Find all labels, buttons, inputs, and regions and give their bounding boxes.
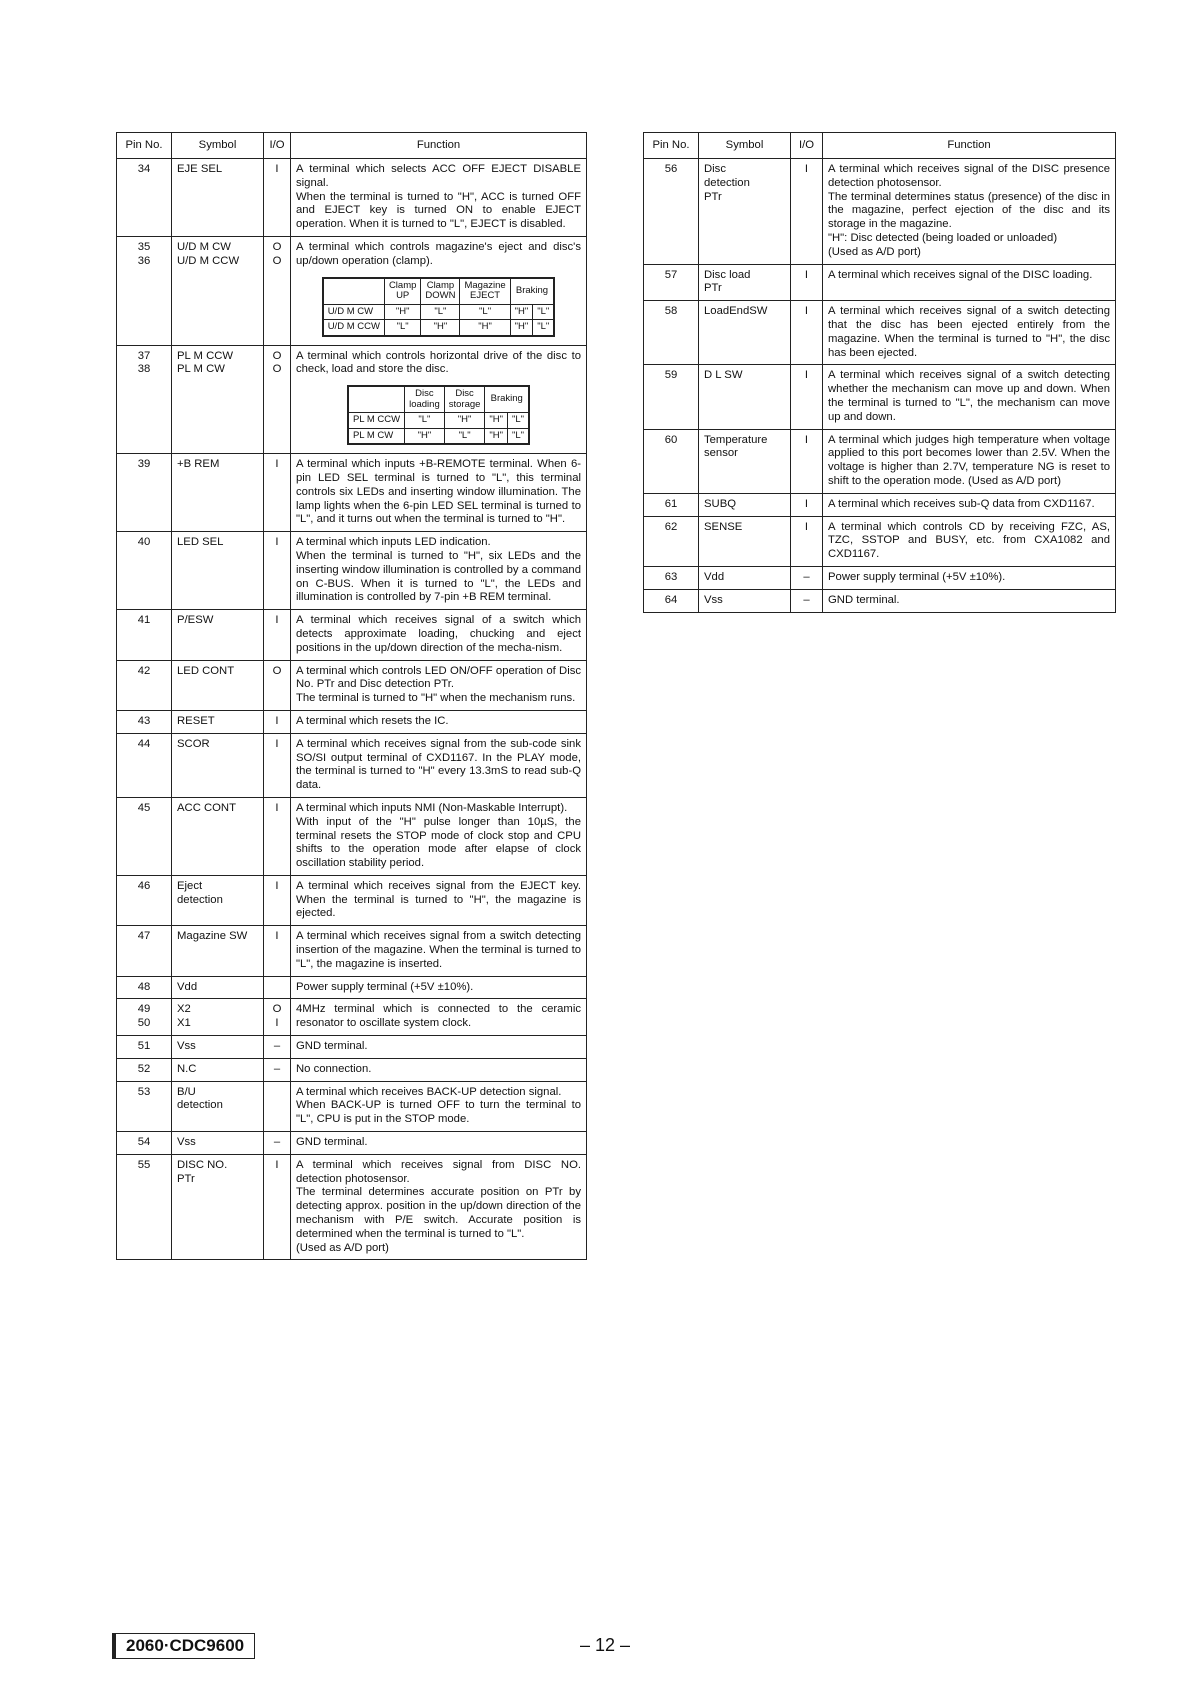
table-row [117, 926, 587, 976]
pin-symbol: D L SW [699, 365, 791, 429]
pin-number: 61 [644, 493, 699, 516]
pin-io: I [264, 1154, 291, 1260]
pin-function [291, 976, 587, 999]
sub-row-label: U/D M CW [323, 304, 385, 320]
pin-io: I [264, 875, 291, 925]
pin-function [291, 1081, 587, 1131]
sub-cell: "L" [384, 320, 420, 336]
pin-symbol: U/D M CW U/D M CCW [172, 236, 264, 345]
sub-row-label: U/D M CCW [323, 320, 385, 336]
sub-header-row [323, 278, 555, 305]
function-text: A terminal which controls horizontal drive of the disc to check, load and store the disc. [296, 349, 581, 376]
sub-cell: "L" [460, 304, 510, 320]
pin-number: 43 [117, 710, 172, 733]
header-function: Function [823, 133, 1116, 159]
pin-io: – [264, 1058, 291, 1081]
pin-symbol: Vss [699, 589, 791, 612]
pin-number: 42 [117, 660, 172, 710]
sub-row-label: PL M CCW [348, 413, 405, 429]
sub-cell: "H" [421, 320, 460, 336]
pin-number: 44 [117, 733, 172, 797]
sub-header-cell: Braking [485, 386, 529, 413]
clamp-table [322, 277, 556, 337]
pin-function [823, 429, 1116, 493]
sub-cell: "H" [510, 304, 533, 320]
header-io: I/O [264, 133, 291, 159]
sub-header-cell: Magazine EJECT [460, 278, 510, 305]
pin-io: I [791, 429, 823, 493]
function-text: A terminal which receives signal from a switch detecting insertion of the magazine. When the terminal is turned to "L", the magazine is inserted. [296, 930, 581, 970]
sub-row [323, 320, 555, 336]
table-row [644, 159, 1116, 265]
pin-function [291, 1132, 587, 1155]
pin-symbol: EJE SEL [172, 159, 264, 237]
function-text: A terminal which receives signal of a switch detecting that the disc has been ejected entirely from the magazine. When the terminal is turned to "H", the disc has been ejected. [828, 305, 1110, 359]
sub-cell: "L" [508, 413, 530, 429]
pin-function [291, 532, 587, 610]
pin-symbol: Vss [172, 1132, 264, 1155]
table-row [117, 159, 587, 237]
table-row [644, 493, 1116, 516]
pin-number: 56 [644, 159, 699, 265]
pin-number: 46 [117, 875, 172, 925]
pin-number: 52 [117, 1058, 172, 1081]
pin-symbol: N.C [172, 1058, 264, 1081]
pin-number: 34 [117, 159, 172, 237]
pin-io: I [264, 159, 291, 237]
pin-function [291, 345, 587, 454]
sub-cell: "H" [460, 320, 510, 336]
pin-function [823, 301, 1116, 365]
pin-io [264, 1081, 291, 1131]
sub-cell: "L" [421, 304, 460, 320]
pin-symbol: B/U detection [172, 1081, 264, 1131]
pin-function [291, 710, 587, 733]
function-text: A terminal which receives signal of the DISC presence detection photosensor. [828, 163, 1110, 189]
table-row [117, 875, 587, 925]
sub-row [323, 304, 555, 320]
function-text: GND terminal. [828, 593, 900, 606]
function-text: A terminal which controls LED ON/OFF operation of Disc No. PTr and Disc detection PTr. [296, 664, 581, 691]
sub-header-row [348, 386, 529, 413]
table-row [644, 301, 1116, 365]
pin-io: I [264, 733, 291, 797]
pin-number: 39 [117, 454, 172, 532]
pin-table-right [643, 132, 1116, 613]
sub-cell: "H" [444, 413, 485, 429]
pin-symbol: DISC NO. PTr [172, 1154, 264, 1260]
function-text: (Used as A/D port) [828, 245, 921, 258]
table-body [644, 159, 1116, 613]
sub-cell: "H" [405, 428, 445, 444]
pin-number: 45 [117, 797, 172, 875]
pin-number: 57 [644, 264, 699, 301]
pin-symbol: SUBQ [699, 493, 791, 516]
pin-symbol: PL M CCW PL M CW [172, 345, 264, 454]
table-row [644, 365, 1116, 429]
pin-number: 62 [644, 516, 699, 566]
pin-number: 51 [117, 1036, 172, 1059]
table-row [644, 589, 1116, 612]
pin-number: 59 [644, 365, 699, 429]
pin-io: I [791, 365, 823, 429]
pin-symbol: SCOR [172, 733, 264, 797]
pin-io: – [791, 589, 823, 612]
pin-symbol: Vdd [699, 566, 791, 589]
pin-function [823, 566, 1116, 589]
function-text: GND terminal. [296, 1040, 368, 1053]
pin-io: O I [264, 999, 291, 1036]
function-text: A terminal which inputs +B-REMOTE terminal. When 6-pin LED SEL terminal is turned to "L", this terminal controls six LEDs and inserting window illumination. The lamp lights when the 6-pin LED SEL terminal is turned to "L", and it turns out when the terminal is turned to "H". [296, 458, 581, 526]
sub-corner-cell [323, 278, 385, 305]
pin-symbol: +B REM [172, 454, 264, 532]
pin-table-left [116, 132, 587, 1260]
pin-function [291, 1058, 587, 1081]
pin-io: I [264, 610, 291, 660]
sub-header-cell: Clamp UP [384, 278, 420, 305]
pin-symbol: RESET [172, 710, 264, 733]
function-text: A terminal which resets the IC. [296, 714, 449, 727]
sub-corner-cell [348, 386, 405, 413]
pin-symbol: ACC CONT [172, 797, 264, 875]
table-row [117, 797, 587, 875]
sub-header-cell: Braking [510, 278, 554, 305]
header-symbol: Symbol [172, 133, 264, 159]
table-row [117, 1132, 587, 1155]
header-pin-no: Pin No. [117, 133, 172, 159]
sub-cell: "H" [485, 428, 508, 444]
pin-symbol: Vdd [172, 976, 264, 999]
pin-symbol: X2 X1 [172, 999, 264, 1036]
pin-symbol: LoadEndSW [699, 301, 791, 365]
pin-io: – [264, 1132, 291, 1155]
pin-number: 35 36 [117, 236, 172, 345]
header-symbol: Symbol [699, 133, 791, 159]
pin-function [823, 365, 1116, 429]
table-body [117, 159, 587, 1260]
pin-io: I [791, 493, 823, 516]
pin-number: 58 [644, 301, 699, 365]
function-text: A terminal which receives BACK-UP detection signal. [296, 1085, 562, 1098]
pin-number: 63 [644, 566, 699, 589]
pin-io: I [264, 454, 291, 532]
pin-number: 41 [117, 610, 172, 660]
pin-symbol: Disc detection PTr [699, 159, 791, 265]
sub-cell: "H" [510, 320, 533, 336]
function-text: A terminal which controls CD by receiving FZC, AS, TZC, SSTOP and BUSY, etc. from CXA1082 and CXD1167. [828, 520, 1110, 561]
function-text: A terminal which receives signal from the sub-code sink SO/SI output terminal of CXD1167. In the PLAY mode, the terminal is turned to "H" every 13.3mS to read sub-Q data. [296, 737, 581, 792]
function-text: "H": Disc detected (being loaded or unloaded) [828, 231, 1058, 244]
function-text: A terminal which judges high temperature when voltage applied to this port becomes lower than 2.5V. When the voltage is higher than 2.7V, temperature NG is reset to shift to the operation mode. (Used as A/D port) [828, 433, 1110, 487]
table-row [117, 710, 587, 733]
pin-io: I [791, 516, 823, 566]
pin-symbol: Magazine SW [172, 926, 264, 976]
sub-cell: "L" [405, 413, 445, 429]
header-function: Function [291, 133, 587, 159]
function-text: A terminal which receives signal of a switch which detects approximate loading, chucking and eject positions in the up/down direction of the mecha-nism. [296, 614, 581, 654]
pin-symbol: Disc load PTr [699, 264, 791, 301]
function-text: A terminal which controls magazine's eject and disc's up/down operation (clamp). [296, 240, 581, 267]
sub-header-cell: Disc loading [405, 386, 445, 413]
sub-cell: "L" [533, 320, 555, 336]
pin-function [291, 454, 587, 532]
pin-symbol: LED SEL [172, 532, 264, 610]
table-row [117, 1036, 587, 1059]
table-row [117, 454, 587, 532]
pin-function [823, 159, 1116, 265]
function-text: No connection. [296, 1062, 372, 1075]
table-row [117, 532, 587, 610]
pin-io: I [264, 926, 291, 976]
sub-header-cell: Clamp DOWN [421, 278, 460, 305]
sub-cell: "L" [533, 304, 555, 320]
pin-io: O [264, 660, 291, 710]
pin-number: 47 [117, 926, 172, 976]
pin-symbol: LED CONT [172, 660, 264, 710]
function-text: When BACK-UP is turned OFF to turn the terminal to "L", CPU is put in the STOP mode. [296, 1099, 581, 1126]
pin-function [291, 660, 587, 710]
pin-function [291, 1154, 587, 1260]
pin-io: – [791, 566, 823, 589]
pin-function [291, 733, 587, 797]
table-row [117, 1154, 587, 1260]
sub-row [348, 428, 529, 444]
pin-number: 54 [117, 1132, 172, 1155]
sub-header-cell: Disc storage [444, 386, 485, 413]
sub-row-label: PL M CW [348, 428, 405, 444]
function-text: A terminal which inputs NMI (Non-Maskable Interrupt). [296, 801, 568, 814]
pin-function [291, 1036, 587, 1059]
pin-number: 37 38 [117, 345, 172, 454]
disc-table [347, 385, 530, 445]
pin-function [823, 493, 1116, 516]
function-text: Power supply terminal (+5V ±10%). [828, 570, 1006, 583]
sub-cell: "L" [444, 428, 485, 444]
table-row [117, 1058, 587, 1081]
pin-symbol: P/ESW [172, 610, 264, 660]
sub-cell: "L" [508, 428, 530, 444]
pin-io: O O [264, 236, 291, 345]
table-row [117, 236, 587, 345]
sub-cell: "H" [384, 304, 420, 320]
function-text: When the terminal is turned to "H", six LEDs and the inserting window illumination is controlled by a command on C-BUS. When it is turned to "L", the LEDs and illumination is controlled by 7-pin +B REM terminal. [296, 549, 581, 604]
function-text: A terminal which receives signal of a switch detecting whether the mechanism can move up and down. When the terminal is turned to "L", the mechanism can move up and down. [828, 369, 1110, 423]
pin-function [823, 264, 1116, 301]
function-text: The terminal determines status (presence) of the disc in the magazine, perfect ejection of the disc and its storage in the magazine. [828, 190, 1110, 231]
function-text: GND terminal. [296, 1136, 368, 1149]
model-number-label: 2060·CDC9600 [112, 1633, 255, 1659]
header-pin-no: Pin No. [644, 133, 699, 159]
function-text: A terminal which receives signal from DISC NO. detection photosensor. [296, 1158, 581, 1185]
pin-number: 55 [117, 1154, 172, 1260]
page-number: – 12 – [580, 1635, 631, 1655]
table-row [644, 264, 1116, 301]
pin-number: 49 50 [117, 999, 172, 1036]
pin-number: 40 [117, 532, 172, 610]
header-io: I/O [791, 133, 823, 159]
table-row [117, 610, 587, 660]
pin-io: I [264, 532, 291, 610]
pin-symbol: SENSE [699, 516, 791, 566]
pin-io: I [791, 301, 823, 365]
table-row [117, 660, 587, 710]
pin-io: I [791, 159, 823, 265]
pin-function [291, 797, 587, 875]
pin-io [264, 976, 291, 999]
pin-function [291, 875, 587, 925]
pin-function [291, 159, 587, 237]
function-text: 4MHz terminal which is connected to the ceramic resonator to oscillate system clock. [296, 1003, 581, 1030]
function-text: With input of the "H" pulse longer than 10µS, the terminal resets the STOP mode of clock stop and CPU shifts to the operation mode after elapse of clock oscillation stability period. [296, 815, 581, 870]
function-text: A terminal which selects ACC OFF EJECT DISABLE signal. [296, 163, 581, 189]
function-text: The terminal determines accurate position on PTr by detecting approx. position in the up/down direction of the mechanism with P/E switch. Accurate position is determined when the terminal is turned to "L". [296, 1186, 581, 1240]
table-row [117, 345, 587, 454]
pin-symbol: Temperature sensor [699, 429, 791, 493]
function-text: A terminal which receives sub-Q data from CXD1167. [828, 497, 1095, 510]
sub-row [348, 413, 529, 429]
pin-number: 53 [117, 1081, 172, 1131]
pin-io: O O [264, 345, 291, 454]
table-row [117, 733, 587, 797]
pin-symbol: Vss [172, 1036, 264, 1059]
pin-number: 60 [644, 429, 699, 493]
pin-io: I [264, 797, 291, 875]
function-text: (Used as A/D port) [296, 1241, 389, 1254]
pin-io: – [264, 1036, 291, 1059]
pin-symbol: Eject detection [172, 875, 264, 925]
table-row [117, 976, 587, 999]
function-text: A terminal which receives signal from the EJECT key. When the terminal is turned to "H", the magazine is ejected. [296, 879, 581, 920]
pin-function [291, 610, 587, 660]
table-row [117, 999, 587, 1036]
table-row [644, 429, 1116, 493]
pin-function [823, 516, 1116, 566]
table-header-row [644, 133, 1116, 159]
table-header-row [117, 133, 587, 159]
pin-number: 48 [117, 976, 172, 999]
function-text: A terminal which inputs LED indication. [296, 536, 491, 549]
pin-io: I [264, 710, 291, 733]
table-row [644, 566, 1116, 589]
pin-number: 64 [644, 589, 699, 612]
function-text: Power supply terminal (+5V ±10%). [296, 980, 474, 993]
function-text: When the terminal is turned to "H", ACC is turned OFF and EJECT key is turned ON to enable EJECT operation. When it is turned to "L", EJECT is disabled. [296, 190, 581, 231]
function-text: The terminal is turned to "H" when the mechanism runs. [296, 692, 576, 705]
table-row [644, 516, 1116, 566]
pin-function [291, 999, 587, 1036]
pin-io: I [791, 264, 823, 301]
pin-function [291, 236, 587, 345]
pin-function [823, 589, 1116, 612]
pin-function [291, 926, 587, 976]
table-row [117, 1081, 587, 1131]
function-text: A terminal which receives signal of the DISC loading. [828, 268, 1093, 281]
sub-cell: "H" [485, 413, 508, 429]
